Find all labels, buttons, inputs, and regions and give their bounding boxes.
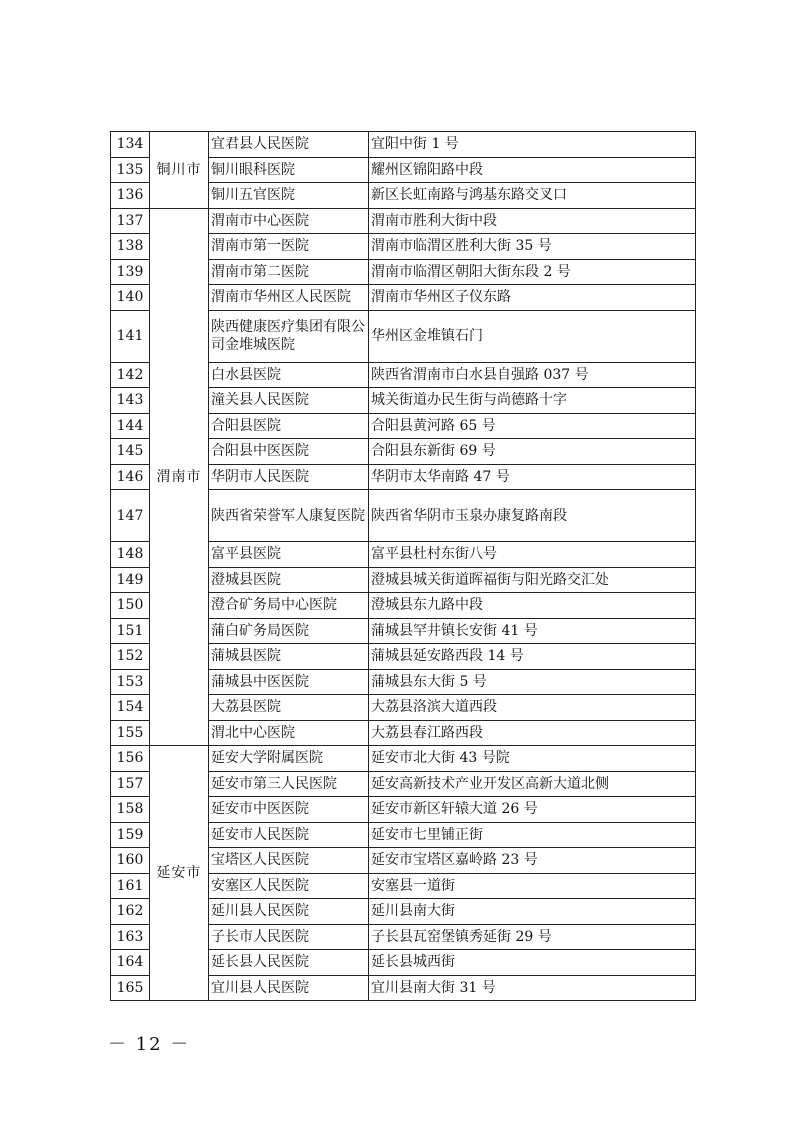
row-number: 146 bbox=[111, 464, 150, 490]
hospital-name: 蒲城县医院 bbox=[209, 644, 369, 670]
hospital-list-table bbox=[110, 131, 696, 1001]
row-number: 134 bbox=[111, 132, 150, 158]
hospital-name: 渭南市第一医院 bbox=[209, 234, 369, 260]
hospital-name: 蒲白矿务局医院 bbox=[209, 618, 369, 644]
hospital-name: 渭南市中心医院 bbox=[209, 208, 369, 234]
hospital-address: 宜川县南大街 31 号 bbox=[369, 975, 696, 1001]
row-number: 136 bbox=[111, 183, 150, 209]
hospital-address: 延安高新技术产业开发区高新大道北侧 bbox=[369, 771, 696, 797]
hospital-name: 延安市第三人民医院 bbox=[209, 771, 369, 797]
hospital-name: 富平县医院 bbox=[209, 542, 369, 568]
hospital-name: 延安市人民医院 bbox=[209, 822, 369, 848]
row-number: 158 bbox=[111, 797, 150, 823]
hospital-address: 大荔县洛滨大道西段 bbox=[369, 695, 696, 721]
row-number: 154 bbox=[111, 695, 150, 721]
hospital-address: 城关街道办民生街与尚德路十字 bbox=[369, 388, 696, 414]
row-number: 161 bbox=[111, 873, 150, 899]
row-number: 137 bbox=[111, 208, 150, 234]
hospital-name: 铜川五官医院 bbox=[209, 183, 369, 209]
hospital-name: 华阴市人民医院 bbox=[209, 464, 369, 490]
hospital-name: 安塞区人民医院 bbox=[209, 873, 369, 899]
hospital-address: 陕西省华阴市玉泉办康复路南段 bbox=[369, 490, 696, 542]
hospital-address: 渭南市胜利大街中段 bbox=[369, 208, 696, 234]
city-cell: 渭南市 bbox=[150, 208, 209, 746]
hospital-address: 渭南市华州区子仪东路 bbox=[369, 285, 696, 311]
hospital-name: 潼关县人民医院 bbox=[209, 388, 369, 414]
hospital-name: 延长县人民医院 bbox=[209, 950, 369, 976]
table-body bbox=[111, 132, 696, 1001]
hospital-address: 延长县城西街 bbox=[369, 950, 696, 976]
row-number: 155 bbox=[111, 720, 150, 746]
hospital-name: 渭北中心医院 bbox=[209, 720, 369, 746]
hospital-address: 渭南市临渭区朝阳大街东段 2 号 bbox=[369, 259, 696, 285]
hospital-name: 宜川县人民医院 bbox=[209, 975, 369, 1001]
hospital-name: 渭南市华州区人民医院 bbox=[209, 285, 369, 311]
row-number: 142 bbox=[111, 362, 150, 388]
hospital-name: 宜君县人民医院 bbox=[209, 132, 369, 158]
hospital-address: 新区长虹南路与鸿基东路交叉口 bbox=[369, 183, 696, 209]
hospital-address: 澄城县东九路中段 bbox=[369, 593, 696, 619]
row-number: 165 bbox=[111, 975, 150, 1001]
hospital-address: 宜阳中街 1 号 bbox=[369, 132, 696, 158]
hospital-address: 澄城县城关街道晖福街与阳光路交汇处 bbox=[369, 567, 696, 593]
hospital-address: 延安市新区轩辕大道 26 号 bbox=[369, 797, 696, 823]
hospital-address: 合阳县东新街 69 号 bbox=[369, 439, 696, 465]
row-number: 156 bbox=[111, 746, 150, 772]
row-number: 147 bbox=[111, 490, 150, 542]
hospital-address: 渭南市临渭区胜利大街 35 号 bbox=[369, 234, 696, 260]
hospital-name: 合阳县中医医院 bbox=[209, 439, 369, 465]
hospital-address: 陕西省渭南市白水县自强路 037 号 bbox=[369, 362, 696, 388]
hospital-address: 合阳县黄河路 65 号 bbox=[369, 413, 696, 439]
hospital-address: 延安市宝塔区嘉岭路 23 号 bbox=[369, 848, 696, 874]
city-cell: 延安市 bbox=[150, 746, 209, 1001]
hospital-name: 延安大学附属医院 bbox=[209, 746, 369, 772]
row-number: 148 bbox=[111, 542, 150, 568]
hospital-name: 澄城县医院 bbox=[209, 567, 369, 593]
row-number: 145 bbox=[111, 439, 150, 465]
page-number: － 12 － bbox=[108, 1034, 191, 1055]
row-number: 151 bbox=[111, 618, 150, 644]
row-number: 150 bbox=[111, 593, 150, 619]
hospital-name: 延川县人民医院 bbox=[209, 899, 369, 925]
row-number: 140 bbox=[111, 285, 150, 311]
hospital-address: 富平县杜村东街八号 bbox=[369, 542, 696, 568]
hospital-address: 蒲城县罕井镇长安街 41 号 bbox=[369, 618, 696, 644]
row-number: 159 bbox=[111, 822, 150, 848]
row-number: 157 bbox=[111, 771, 150, 797]
hospital-name: 蒲城县中医医院 bbox=[209, 669, 369, 695]
row-number: 160 bbox=[111, 848, 150, 874]
hospital-address: 延安市七里铺正街 bbox=[369, 822, 696, 848]
hospital-address: 耀州区锦阳路中段 bbox=[369, 157, 696, 183]
row-number: 149 bbox=[111, 567, 150, 593]
row-number: 164 bbox=[111, 950, 150, 976]
hospital-name: 陕西健康医疗集团有限公司金堆城医院 bbox=[209, 310, 369, 362]
hospital-address: 蒲城县东大街 5 号 bbox=[369, 669, 696, 695]
hospital-name: 合阳县医院 bbox=[209, 413, 369, 439]
row-number: 153 bbox=[111, 669, 150, 695]
hospital-name: 大荔县医院 bbox=[209, 695, 369, 721]
hospital-name: 渭南市第二医院 bbox=[209, 259, 369, 285]
row-number: 143 bbox=[111, 388, 150, 414]
table-row bbox=[111, 746, 696, 772]
hospital-address: 子长县瓦窑堡镇秀延街 29 号 bbox=[369, 924, 696, 950]
hospital-address: 大荔县春江路西段 bbox=[369, 720, 696, 746]
hospital-name: 白水县医院 bbox=[209, 362, 369, 388]
row-number: 152 bbox=[111, 644, 150, 670]
hospital-address: 延川县南大街 bbox=[369, 899, 696, 925]
row-number: 141 bbox=[111, 310, 150, 362]
row-number: 135 bbox=[111, 157, 150, 183]
hospital-name: 铜川眼科医院 bbox=[209, 157, 369, 183]
hospital-address: 延安市北大街 43 号院 bbox=[369, 746, 696, 772]
hospital-address: 蒲城县延安路西段 14 号 bbox=[369, 644, 696, 670]
table-row bbox=[111, 132, 696, 158]
table-row bbox=[111, 208, 696, 234]
hospital-name: 澄合矿务局中心医院 bbox=[209, 593, 369, 619]
row-number: 144 bbox=[111, 413, 150, 439]
row-number: 139 bbox=[111, 259, 150, 285]
hospital-name: 陕西省荣誉军人康复医院 bbox=[209, 490, 369, 542]
row-number: 162 bbox=[111, 899, 150, 925]
hospital-name: 子长市人民医院 bbox=[209, 924, 369, 950]
row-number: 163 bbox=[111, 924, 150, 950]
row-number: 138 bbox=[111, 234, 150, 260]
hospital-name: 延安市中医医院 bbox=[209, 797, 369, 823]
hospital-address: 华州区金堆镇石门 bbox=[369, 310, 696, 362]
hospital-name: 宝塔区人民医院 bbox=[209, 848, 369, 874]
hospital-address: 安塞县一道街 bbox=[369, 873, 696, 899]
city-cell: 铜川市 bbox=[150, 132, 209, 209]
hospital-address: 华阴市太华南路 47 号 bbox=[369, 464, 696, 490]
